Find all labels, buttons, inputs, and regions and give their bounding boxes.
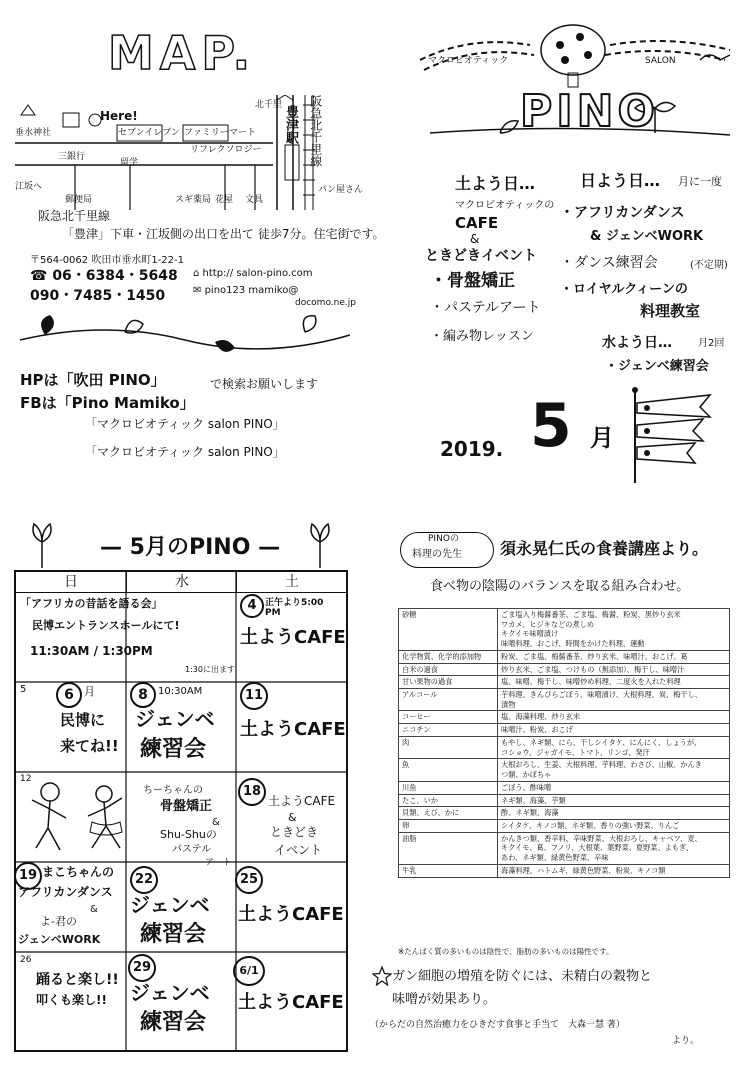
r3-sat-2: ときどき — [270, 825, 319, 839]
food-name-cell: 化学物質、化学的添加物 — [399, 650, 498, 663]
search-macro-2: 「マクロビオティック salon PINO」 — [85, 445, 285, 459]
iris-icon-left — [22, 520, 62, 568]
sun-title: 日よう日… — [580, 171, 661, 190]
food-remedy-cell: もやし、ネギ類、にら、干しシイタケ、にんにく、しょうが、 コショウ、ジャガイモ、トマト、リンゴ、発汗 — [498, 736, 730, 758]
iris-icon-right — [300, 520, 340, 568]
r3-wed-5: アート — [205, 858, 232, 868]
map-family: ファミリーマート — [184, 128, 256, 138]
sat-item-3: ときどきイベント — [425, 248, 537, 264]
r4-wed-1: 練習会 — [140, 922, 207, 947]
r5-sat: 土ようCAFE — [238, 992, 344, 1013]
r2-sat: 土ようCAFE — [240, 719, 346, 740]
r1-sat-num: 4 — [240, 594, 264, 618]
r3-wed-4: パステル — [172, 844, 212, 855]
table-row — [399, 609, 730, 651]
food-remedy-cell: 塩、味噌、梅干し、味噌炒め料理、二度火を入れた料理 — [498, 676, 730, 689]
cancer-line-3: （からだの自然治癒力をひきだす食事と手当て 大森一慧 著） — [370, 1020, 625, 1030]
r4-wed-num: 22 — [130, 866, 158, 894]
search-suffix: で検索お願いします — [210, 377, 319, 391]
food-remedy-cell: 粉炭、ごま塩、梅醤番茶、炒り玄米、味噌汁、おこげ、葛 — [498, 650, 730, 663]
map-kayo: 花屋 — [215, 195, 234, 205]
map-directions: 「豊津」下車・江坂側の出口を出て 徒歩7分。住宅街です。 — [62, 227, 385, 241]
sat-item-1: CAFE — [455, 214, 499, 232]
date-year: 2019. — [440, 437, 504, 461]
r2-wed-time: 10:30AM — [158, 686, 203, 697]
map-mail[interactable] — [193, 285, 298, 297]
header-salon: SALON — [645, 56, 676, 66]
r4-sat: 土ようCAFE — [238, 904, 344, 925]
r1-sun-1: 民博エントランスホールにて! — [32, 619, 180, 632]
map-tel: ☎ 06・6384・5648 — [30, 268, 178, 284]
r3-sat-3: イベント — [274, 843, 323, 857]
search-fb: FBは「Pino Mamiko」 — [20, 394, 195, 412]
r2-wed-1: 練習会 — [140, 737, 207, 762]
r3-wed-3: Shu-Shuの — [160, 828, 217, 841]
food-remedy-cell: 味噌汁、粉炭、おこげ — [498, 724, 730, 737]
r3-sat-num: 18 — [238, 778, 266, 806]
food-remedy-cell: ごま塩入り梅醤番茶、ごま塩、梅醤、粉炭、黒炒り玄米 ワカメ、ヒジキなどの煮しめ キクイモ味噌漬け 味噌料理、おこげ、時間をかけた料理、運動 — [498, 609, 730, 651]
pino-logo: PINO — [520, 86, 659, 137]
r5-sat-num: 6/1 — [233, 956, 265, 986]
sat-item-0: マクロビオティックの — [455, 200, 555, 211]
map-seven: セブンイレブン — [118, 128, 180, 138]
sun-item-2: ・ダンス練習会 — [560, 255, 658, 271]
lecture-title: 須永晃仁氏の食養講座より。 — [500, 539, 709, 558]
r1-sat-time: 正午より5:00 PM — [265, 598, 324, 619]
sun-item-3: (不定期) — [690, 260, 728, 271]
lecture-badge-2: 料理の先生 — [412, 549, 462, 560]
r3-date: 12 — [20, 774, 32, 784]
calendar-title-text: 5月のPINO — [129, 535, 251, 560]
r3-wed-2: & — [212, 817, 220, 828]
cancer-line-1: ガン細胞の増殖を防ぐには、未精白の穀物と — [392, 969, 653, 984]
table-row — [399, 781, 730, 794]
sat-item-6: ・編み物レッスン — [430, 329, 534, 344]
table-row — [399, 711, 730, 724]
r2-sat-num: 11 — [240, 682, 268, 710]
r1-sun-0: 「アフリカの昔話を語る会」 — [20, 597, 163, 610]
table-row — [399, 724, 730, 737]
sat-item-5: ・パステルアート — [430, 300, 541, 316]
wed-item-0: ・ジェンベ練習会 — [605, 359, 709, 374]
food-name-cell: 肉 — [399, 736, 498, 758]
url-text: http:// salon-pino.com — [202, 268, 313, 279]
col-sat: 土 — [236, 572, 347, 593]
table-row — [399, 676, 730, 689]
map-url[interactable] — [193, 268, 312, 280]
sun-item-4: ・ロイヤルクィーンの — [560, 282, 688, 297]
table-row — [399, 794, 730, 807]
map-station: 豊津駅 — [282, 105, 298, 144]
r4-sun-4: ジェンベWORK — [18, 933, 101, 946]
cancer-line-2: 味噌が効果あり。 — [392, 992, 497, 1007]
r2-sun-0: 民博に — [60, 711, 106, 729]
map-line-name: 阪急北千里線 — [38, 209, 111, 223]
food-name-cell: 川魚 — [399, 781, 498, 794]
r2-sun-1: 来てね!! — [60, 737, 119, 755]
food-remedy-cell: 塩、海藻料理、炒り玄米 — [498, 711, 730, 724]
search-hp: HPは「吹田 PINO」 — [20, 371, 166, 389]
sat-title: 土よう日… — [455, 174, 536, 193]
map-title: MAP. — [108, 26, 257, 80]
food-remedy-cell: 炒り玄米、ごま塩、つけもの（無添加）、梅干し、味噌汁 — [498, 663, 730, 676]
map-esaka: 江坂へ — [15, 182, 43, 192]
r2-sun-mon: 月 — [84, 685, 95, 698]
map-mobile: 090・7485・1450 — [30, 288, 166, 304]
table-row — [399, 832, 730, 864]
r3-sat-1: & — [288, 811, 297, 824]
food-name-cell: たこ、いか — [399, 794, 498, 807]
date-month: 5 — [530, 391, 572, 461]
r5-wed-0: ジェンベ — [130, 981, 210, 1005]
date-tsuki: 月 — [590, 424, 614, 452]
vine-decoration — [15, 310, 355, 360]
lecture-badge-1: PINOの — [428, 534, 459, 544]
food-name-cell: 貝類、えび、かに — [399, 807, 498, 820]
food-table — [398, 608, 730, 878]
r3-wed-0: ちーちゃんの — [143, 785, 203, 796]
map-post: 郵便局 — [65, 195, 93, 205]
map-pan: パン屋さん — [318, 185, 364, 195]
map-reflex: リフレクソロジー — [190, 145, 262, 155]
food-name-cell: コーヒー — [399, 711, 498, 724]
food-name-cell: 甘い果物の過食 — [399, 676, 498, 689]
food-remedy-cell: 大根おろし、生姜、大根料理、芋料理、わさび、山椒、かんき つ類、かぼちゃ — [498, 759, 730, 781]
koinobori-icon — [625, 385, 745, 485]
dancers-illustration — [22, 778, 132, 858]
map-mail-domain: docomo.ne.jp — [295, 298, 356, 308]
r5-wed-num: 29 — [128, 954, 156, 982]
food-remedy-cell: ネギ類、海藻、芋類 — [498, 794, 730, 807]
r5-sun-1: 叩くも楽し!! — [36, 993, 107, 1007]
food-name-cell: 牛乳 — [399, 864, 498, 877]
map-address: 〒564-0062 吹田市垂水町1-22-1 — [30, 255, 184, 266]
r5-wed-1: 練習会 — [140, 1010, 207, 1035]
sat-item-2: & — [470, 232, 480, 246]
r4-sun-1: アフリカンダンス — [18, 885, 113, 899]
table-row — [399, 864, 730, 877]
food-name-cell: ニコチン — [399, 724, 498, 737]
food-name-cell: 魚 — [399, 759, 498, 781]
col-sun: 日 — [16, 572, 126, 593]
sun-note: 月に一度 — [678, 175, 722, 188]
food-remedy-cell: かんきつ類、香辛料、辛味野菜、大根おろし、キャベツ、麦、 キクイモ、葛、フノリ、大根葉、葉野菜、夏野菜、よもぎ、 あわ、ネギ類、緑黄色野菜、辛味 — [498, 832, 730, 864]
r4-sun-num: 19 — [14, 862, 42, 890]
r2-wed-num: 8 — [130, 682, 156, 708]
food-name-cell: 油脂 — [399, 832, 498, 864]
search-macro-1: 「マクロビオティック salon PINO」 — [85, 417, 285, 431]
mail-icon: ✉ — [193, 285, 205, 296]
r1-sun-2: 11:30AM / 1:30PM — [30, 644, 153, 658]
r4-wed-0: ジェンベ — [130, 893, 210, 917]
food-remedy-cell: 酢、ネギ類、海藻 — [498, 807, 730, 820]
wed-title: 水よう日… — [602, 335, 672, 351]
r2-wed-0: ジェンベ — [135, 707, 215, 731]
r3-wed-1: 骨盤矯正 — [160, 799, 213, 814]
table-row — [399, 689, 730, 711]
map-lawson: スギ薬局 — [175, 195, 212, 205]
wed-note: 月2回 — [698, 338, 725, 349]
food-name-cell: 卵 — [399, 819, 498, 832]
food-remedy-cell: シイタケ、キノコ類、ネギ類、香りの強い野菜、りんご — [498, 819, 730, 832]
col-wed: 水 — [126, 572, 237, 593]
map-line-vertical: 阪急北千里線 — [308, 95, 323, 167]
r2-sun-num: 6 — [56, 682, 82, 708]
r4-sun-0: まこちゃんの — [42, 865, 115, 879]
map-ryugaku: 留学 — [120, 158, 139, 168]
r2-date: 5 — [20, 684, 27, 695]
r1-sat: 土ようCAFE — [240, 627, 346, 648]
sun-item-5: 料理教室 — [640, 302, 701, 320]
tel-number: 06・6384・5648 — [52, 268, 178, 284]
home-icon: ⌂ — [193, 268, 203, 279]
r4-sat-num: 25 — [235, 866, 263, 894]
table-row — [399, 759, 730, 781]
r5-sun-0: 踊ると楽し!! — [36, 972, 119, 988]
food-name-cell: 白米の過食 — [399, 663, 498, 676]
map-bunbougu: 文具 — [245, 195, 264, 205]
map-bank: 三銀行 — [58, 152, 86, 162]
table-row — [399, 807, 730, 820]
r1-sun-3: 1:30に出ます — [185, 665, 235, 674]
table-row — [399, 650, 730, 663]
r5-date: 26 — [20, 955, 32, 965]
header-tagline: マクロビオティック — [428, 56, 509, 66]
food-name-cell: 砂糖 — [399, 609, 498, 651]
mail-text: pino123 mamiko@ — [204, 285, 299, 296]
sun-item-0: ・アフリカンダンス — [560, 205, 685, 221]
r4-sun-3: よ-君の — [40, 915, 77, 928]
star-icon — [372, 966, 392, 986]
map-shrine: 垂水神社 — [15, 128, 52, 138]
map-kita: 北千里 — [255, 100, 283, 110]
sat-item-4: ・骨盤矯正 — [430, 271, 515, 291]
food-remedy-cell: 海藻料理、ハトムギ、緑黄色野菜、粉炭、キノコ類 — [498, 864, 730, 877]
r3-sat-0: 土ようCAFE — [268, 794, 336, 808]
calendar-title: — 5月のPINO — — [100, 535, 281, 560]
food-name-cell: アルコール — [399, 689, 498, 711]
cancer-line-4: より。 — [672, 1036, 700, 1046]
sun-item-1: & ジェンベWORK — [590, 229, 704, 244]
table-row — [399, 819, 730, 832]
table-row — [399, 736, 730, 758]
table-row — [399, 663, 730, 676]
map-here: Here! — [100, 109, 138, 123]
food-remedy-cell: 芋料理、きんぴらごぼう、味噌漬け、大根料理、炭、梅干し、 漬物 — [498, 689, 730, 711]
lecture-note: ※たんぱく質の多いものは陰性で、脂肪の多いものは陽性です。 — [398, 947, 614, 956]
lecture-subtitle: 食べ物の陰陽のバランスを取る組み合わせ。 — [430, 579, 690, 594]
r4-sun-2: & — [90, 904, 98, 915]
food-remedy-cell: ごぼう、酢味噌 — [498, 781, 730, 794]
